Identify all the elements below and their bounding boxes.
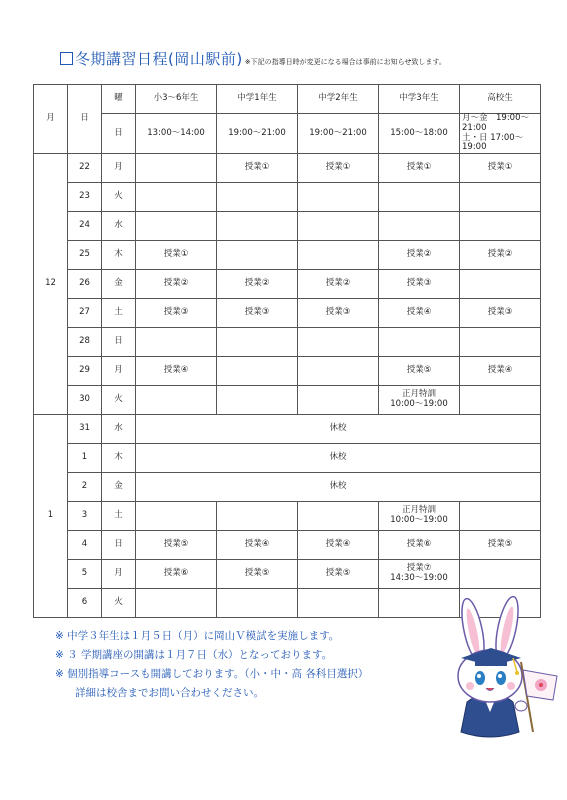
lesson-cell: 正月特訓 10:00～19:00: [379, 386, 460, 415]
note-item: ※ 中学３年生は１月５日（月）に岡山Ｖ模試を実施します。: [55, 630, 340, 642]
lesson-cell: 授業①: [298, 154, 379, 183]
weekday-cell: 月: [102, 357, 136, 386]
lesson-cell: [217, 183, 298, 212]
lesson-cell: 授業①: [217, 154, 298, 183]
day-cell: 27: [68, 299, 102, 328]
lesson-cell: 授業⑦ 14:30～19:00: [379, 560, 460, 589]
group-header: 小3～6年生: [136, 85, 217, 114]
table-row: [34, 212, 541, 241]
weekday-cell: 水: [102, 415, 136, 444]
table-row: [34, 415, 541, 444]
lesson-cell: 授業①: [379, 154, 460, 183]
table-row: [34, 386, 541, 415]
weekday-header-2: 日: [102, 114, 136, 154]
lesson-cell: 授業⑥: [136, 560, 217, 589]
lesson-cell: 授業⑤: [379, 357, 460, 386]
table-row: [34, 473, 541, 502]
closed-cell: 休校: [136, 415, 541, 444]
high-school-time-cell: [460, 114, 541, 154]
lesson-cell: 授業②: [217, 270, 298, 299]
lesson-cell: [460, 386, 541, 415]
lesson-cell: [136, 154, 217, 183]
lesson-cell: [298, 386, 379, 415]
weekday-cell: 木: [102, 241, 136, 270]
lesson-cell: 授業③: [136, 299, 217, 328]
group-header: 中学1年生: [217, 85, 298, 114]
time-cell: 19:00～21:00: [217, 114, 298, 154]
month-header: 月: [34, 85, 68, 154]
header: [60, 48, 446, 69]
weekday-cell: 月: [102, 154, 136, 183]
note-item: ※ 個別指導コースも開講しております。（小・中・高 各科目選択）: [55, 668, 369, 680]
lesson-cell: [217, 502, 298, 531]
lesson-cell: [460, 270, 541, 299]
weekday-cell: 日: [102, 531, 136, 560]
lesson-cell: [298, 183, 379, 212]
lesson-cell: 授業③: [298, 299, 379, 328]
lesson-cell: [460, 212, 541, 241]
weekday-cell: 水: [102, 212, 136, 241]
lesson-cell: 授業②: [298, 270, 379, 299]
page-subtitle: ※下記の指導日時が変更になる場合は事前にお知らせ致します。: [244, 58, 446, 66]
lesson-cell: 授業①: [460, 154, 541, 183]
schedule-table: [33, 84, 541, 618]
weekday-cell: 土: [102, 299, 136, 328]
day-cell: 1: [68, 444, 102, 473]
group-header: 中学3年生: [379, 85, 460, 114]
lesson-cell: [136, 328, 217, 357]
lesson-cell: [298, 357, 379, 386]
day-header: 日: [68, 85, 102, 154]
month-cell: 12: [34, 154, 68, 415]
month-cell: 1: [34, 415, 68, 618]
day-cell: 4: [68, 531, 102, 560]
day-cell: 23: [68, 183, 102, 212]
time-cell: 19:00～21:00: [298, 114, 379, 154]
lesson-cell: 授業①: [136, 241, 217, 270]
weekday-cell: 火: [102, 589, 136, 618]
weekday-cell: 火: [102, 183, 136, 212]
day-cell: 22: [68, 154, 102, 183]
table-row: [34, 531, 541, 560]
high-time-weekend: 土・日 17:00～19:00: [462, 132, 524, 153]
note-item: 詳細は校舎までお問い合わせください。: [75, 687, 264, 699]
lesson-cell: 授業⑤: [460, 531, 541, 560]
day-cell: 28: [68, 328, 102, 357]
weekday-header-1: 曜: [102, 85, 136, 114]
lesson-cell: 授業⑤: [298, 560, 379, 589]
group-header: 中学2年生: [298, 85, 379, 114]
time-cell: 15:00～18:00: [379, 114, 460, 154]
day-cell: 25: [68, 241, 102, 270]
closed-cell: 休校: [136, 473, 541, 502]
table-row: [34, 299, 541, 328]
lesson-cell: [298, 212, 379, 241]
page-title-text: 冬期講習日程(岡山駅前): [75, 50, 243, 68]
day-cell: 3: [68, 502, 102, 531]
table-row: [34, 183, 541, 212]
lesson-cell: 授業④: [298, 531, 379, 560]
day-cell: 30: [68, 386, 102, 415]
table-row: [34, 241, 541, 270]
table-row: [34, 560, 541, 589]
lesson-cell: [298, 241, 379, 270]
lesson-cell: 授業②: [136, 270, 217, 299]
day-cell: 29: [68, 357, 102, 386]
lesson-cell: 正月特訓 10:00～19:00: [379, 502, 460, 531]
lesson-cell: [136, 386, 217, 415]
lesson-cell: 授業②: [460, 241, 541, 270]
lesson-cell: 授業④: [460, 357, 541, 386]
lesson-cell: 授業②: [379, 241, 460, 270]
lesson-cell: 授業③: [379, 270, 460, 299]
lesson-cell: 授業④: [217, 531, 298, 560]
rabbit-mascot-icon: [445, 592, 560, 742]
lesson-cell: [217, 328, 298, 357]
lesson-cell: [136, 502, 217, 531]
closed-cell: 休校: [136, 444, 541, 473]
lesson-cell: [379, 328, 460, 357]
table-row: [34, 270, 541, 299]
table-row: [34, 154, 541, 183]
table-row: [34, 444, 541, 473]
lesson-cell: [217, 386, 298, 415]
lesson-cell: [460, 328, 541, 357]
weekday-cell: 金: [102, 473, 136, 502]
lesson-cell: [460, 502, 541, 531]
lesson-cell: [217, 357, 298, 386]
weekday-cell: 土: [102, 502, 136, 531]
lesson-cell: [379, 183, 460, 212]
lesson-cell: [379, 212, 460, 241]
lesson-cell: [136, 183, 217, 212]
day-cell: 2: [68, 473, 102, 502]
group-header: 高校生: [460, 85, 541, 114]
weekday-cell: 月: [102, 560, 136, 589]
weekday-cell: 金: [102, 270, 136, 299]
notes: [55, 627, 368, 703]
lesson-cell: 授業⑥: [379, 531, 460, 560]
time-cell: 13:00～14:00: [136, 114, 217, 154]
day-cell: 26: [68, 270, 102, 299]
checkbox-square-icon: [60, 52, 73, 65]
lesson-cell: 授業③: [460, 299, 541, 328]
lesson-cell: [217, 212, 298, 241]
lesson-cell: [460, 183, 541, 212]
lesson-cell: [217, 589, 298, 618]
page-title: [60, 50, 243, 68]
lesson-cell: [298, 589, 379, 618]
table-row: [34, 502, 541, 531]
day-cell: 5: [68, 560, 102, 589]
lesson-cell: [136, 212, 217, 241]
note-item: ※ ３ 学期講座の開講は１月７日（水）となっております。: [55, 649, 333, 661]
lesson-cell: 授業⑤: [217, 560, 298, 589]
weekday-cell: 日: [102, 328, 136, 357]
lesson-cell: [298, 328, 379, 357]
lesson-cell: [136, 589, 217, 618]
table-row: [34, 357, 541, 386]
lesson-cell: [298, 502, 379, 531]
lesson-cell: [460, 560, 541, 589]
day-cell: 6: [68, 589, 102, 618]
day-cell: 24: [68, 212, 102, 241]
high-time-weekday: 月～金 19:00～21:00: [462, 113, 529, 133]
lesson-cell: 授業⑤: [136, 531, 217, 560]
weekday-cell: 火: [102, 386, 136, 415]
lesson-cell: [217, 241, 298, 270]
lesson-cell: 授業④: [136, 357, 217, 386]
lesson-cell: 授業③: [217, 299, 298, 328]
day-cell: 31: [68, 415, 102, 444]
lesson-cell: 授業④: [379, 299, 460, 328]
table-row: [34, 328, 541, 357]
weekday-cell: 木: [102, 444, 136, 473]
